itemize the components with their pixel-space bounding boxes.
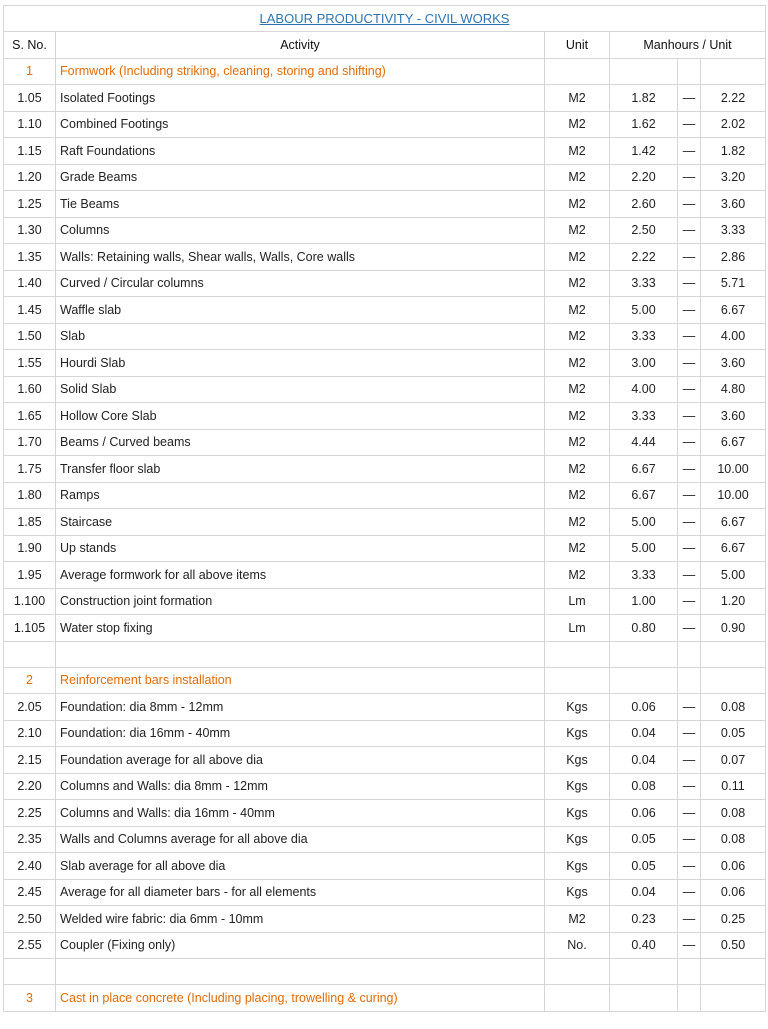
range-dash: — <box>678 111 701 138</box>
activity-cell: Welded wire fabric: dia 6mm - 10mm <box>56 906 545 933</box>
range-dash: — <box>678 588 701 615</box>
activity-cell: Foundation: dia 8mm - 12mm <box>56 694 545 721</box>
section-number: 2 <box>4 667 56 694</box>
unit-cell: M2 <box>545 350 610 377</box>
table-row <box>4 111 766 138</box>
serial-number: 1.15 <box>4 138 56 165</box>
manhours-max: 0.08 <box>701 694 766 721</box>
manhours-max: 3.33 <box>701 217 766 244</box>
table-row <box>4 906 766 933</box>
activity-cell: Average formwork for all above items <box>56 562 545 589</box>
serial-number: 2.10 <box>4 720 56 747</box>
unit-cell: M2 <box>545 906 610 933</box>
table-row <box>4 720 766 747</box>
unit-cell: M2 <box>545 403 610 430</box>
manhours-max: 2.86 <box>701 244 766 271</box>
range-dash: — <box>678 482 701 509</box>
section-number: 1 <box>4 58 56 85</box>
table-row <box>4 773 766 800</box>
unit-cell: M2 <box>545 85 610 112</box>
unit-cell: M2 <box>545 191 610 218</box>
unit-cell: M2 <box>545 138 610 165</box>
activity-cell: Columns and Walls: dia 16mm - 40mm <box>56 800 545 827</box>
manhours-min: 2.22 <box>610 244 678 271</box>
manhours-max: 6.67 <box>701 429 766 456</box>
serial-number: 2.20 <box>4 773 56 800</box>
table-row <box>4 85 766 112</box>
activity-cell: Slab average for all above dia <box>56 853 545 880</box>
min-cell <box>610 58 678 85</box>
section-title: Cast in place concrete (Including placing, trowelling & curing) <box>56 985 545 1012</box>
manhours-max: 4.80 <box>701 376 766 403</box>
manhours-max: 1.20 <box>701 588 766 615</box>
blank-cell <box>4 959 56 985</box>
activity-cell: Transfer floor slab <box>56 456 545 483</box>
range-dash: — <box>678 164 701 191</box>
activity-cell: Ramps <box>56 482 545 509</box>
serial-number: 2.55 <box>4 932 56 959</box>
serial-number: 1.20 <box>4 164 56 191</box>
table-row <box>4 747 766 774</box>
serial-number: 1.75 <box>4 456 56 483</box>
unit-cell <box>545 667 610 694</box>
manhours-min: 0.04 <box>610 747 678 774</box>
table-row <box>4 217 766 244</box>
table-row <box>4 853 766 880</box>
max-cell <box>701 985 766 1012</box>
unit-cell: Kgs <box>545 720 610 747</box>
activity-cell: Hollow Core Slab <box>56 403 545 430</box>
min-cell <box>610 985 678 1012</box>
manhours-max: 5.71 <box>701 270 766 297</box>
unit-cell: M2 <box>545 270 610 297</box>
range-dash: — <box>678 456 701 483</box>
unit-cell: M2 <box>545 217 610 244</box>
manhours-max: 0.07 <box>701 747 766 774</box>
blank-cell <box>545 641 610 667</box>
serial-number: 2.40 <box>4 853 56 880</box>
unit-cell: M2 <box>545 111 610 138</box>
manhours-min: 0.08 <box>610 773 678 800</box>
range-dash: — <box>678 403 701 430</box>
activity-cell: Staircase <box>56 509 545 536</box>
unit-cell: Kgs <box>545 879 610 906</box>
manhours-min: 6.67 <box>610 456 678 483</box>
unit-cell: Kgs <box>545 747 610 774</box>
manhours-min: 0.05 <box>610 826 678 853</box>
blank-cell <box>56 641 545 667</box>
header-manhours: Manhours / Unit <box>610 32 766 59</box>
blank-cell <box>610 641 678 667</box>
manhours-max: 0.50 <box>701 932 766 959</box>
unit-cell: Kgs <box>545 826 610 853</box>
serial-number: 1.45 <box>4 297 56 324</box>
table-row <box>4 482 766 509</box>
title-row <box>4 6 766 32</box>
table-row <box>4 323 766 350</box>
activity-cell: Walls: Retaining walls, Shear walls, Walls, Core walls <box>56 244 545 271</box>
blank-cell <box>610 959 678 985</box>
table-row <box>4 191 766 218</box>
range-dash: — <box>678 773 701 800</box>
table-row <box>4 297 766 324</box>
blank-cell <box>545 959 610 985</box>
manhours-max: 2.22 <box>701 85 766 112</box>
header-row <box>4 32 766 59</box>
unit-cell <box>545 58 610 85</box>
table-row <box>4 164 766 191</box>
manhours-min: 0.06 <box>610 800 678 827</box>
manhours-min: 5.00 <box>610 535 678 562</box>
range-dash: — <box>678 323 701 350</box>
unit-cell: Kgs <box>545 853 610 880</box>
activity-cell: Water stop fixing <box>56 615 545 642</box>
section-title: Reinforcement bars installation <box>56 667 545 694</box>
range-dash: — <box>678 217 701 244</box>
manhours-min: 0.05 <box>610 853 678 880</box>
manhours-min: 3.33 <box>610 403 678 430</box>
table-row <box>4 244 766 271</box>
serial-number: 1.05 <box>4 85 56 112</box>
table-row <box>4 694 766 721</box>
activity-cell: Walls and Columns average for all above dia <box>56 826 545 853</box>
manhours-max: 2.02 <box>701 111 766 138</box>
range-dash: — <box>678 138 701 165</box>
manhours-max: 3.60 <box>701 191 766 218</box>
unit-cell: M2 <box>545 376 610 403</box>
unit-cell: M2 <box>545 456 610 483</box>
unit-cell: Kgs <box>545 694 610 721</box>
unit-cell: M2 <box>545 562 610 589</box>
activity-cell: Columns <box>56 217 545 244</box>
unit-cell <box>545 985 610 1012</box>
table-row <box>4 562 766 589</box>
table-row <box>4 403 766 430</box>
manhours-min: 1.82 <box>610 85 678 112</box>
activity-cell: Hourdi Slab <box>56 350 545 377</box>
manhours-max: 0.08 <box>701 826 766 853</box>
manhours-max: 0.90 <box>701 615 766 642</box>
serial-number: 1.35 <box>4 244 56 271</box>
unit-cell: M2 <box>545 164 610 191</box>
unit-cell: M2 <box>545 509 610 536</box>
manhours-min: 6.67 <box>610 482 678 509</box>
blank-cell <box>56 959 545 985</box>
activity-cell: Construction joint formation <box>56 588 545 615</box>
manhours-min: 5.00 <box>610 297 678 324</box>
activity-cell: Beams / Curved beams <box>56 429 545 456</box>
manhours-max: 6.67 <box>701 509 766 536</box>
manhours-max: 0.08 <box>701 800 766 827</box>
manhours-max: 10.00 <box>701 482 766 509</box>
manhours-min: 0.06 <box>610 694 678 721</box>
manhours-min: 1.00 <box>610 588 678 615</box>
manhours-min: 0.04 <box>610 720 678 747</box>
manhours-max: 5.00 <box>701 562 766 589</box>
activity-cell: Slab <box>56 323 545 350</box>
blank-row <box>4 959 766 985</box>
manhours-min: 2.20 <box>610 164 678 191</box>
max-cell <box>701 58 766 85</box>
manhours-max: 0.05 <box>701 720 766 747</box>
activity-cell: Waffle slab <box>56 297 545 324</box>
unit-cell: Lm <box>545 615 610 642</box>
range-dash: — <box>678 297 701 324</box>
serial-number: 1.90 <box>4 535 56 562</box>
range-dash: — <box>678 720 701 747</box>
manhours-min: 2.60 <box>610 191 678 218</box>
min-cell <box>610 667 678 694</box>
header-unit: Unit <box>545 32 610 59</box>
manhours-min: 3.00 <box>610 350 678 377</box>
unit-cell: Kgs <box>545 773 610 800</box>
unit-cell: M2 <box>545 535 610 562</box>
activity-cell: Raft Foundations <box>56 138 545 165</box>
activity-cell: Up stands <box>56 535 545 562</box>
range-dash: — <box>678 906 701 933</box>
serial-number: 1.70 <box>4 429 56 456</box>
range-dash: — <box>678 879 701 906</box>
activity-cell: Grade Beams <box>56 164 545 191</box>
serial-number: 1.10 <box>4 111 56 138</box>
serial-number: 1.50 <box>4 323 56 350</box>
table-row <box>4 456 766 483</box>
dash-cell <box>678 58 701 85</box>
activity-cell: Tie Beams <box>56 191 545 218</box>
activity-cell: Foundation average for all above dia <box>56 747 545 774</box>
unit-cell: M2 <box>545 482 610 509</box>
blank-cell <box>701 641 766 667</box>
table-row <box>4 615 766 642</box>
dash-cell <box>678 667 701 694</box>
serial-number: 1.85 <box>4 509 56 536</box>
range-dash: — <box>678 376 701 403</box>
range-dash: — <box>678 429 701 456</box>
table-row <box>4 376 766 403</box>
range-dash: — <box>678 747 701 774</box>
unit-cell: M2 <box>545 244 610 271</box>
table-row <box>4 588 766 615</box>
manhours-max: 0.06 <box>701 879 766 906</box>
activity-cell: Solid Slab <box>56 376 545 403</box>
serial-number: 1.65 <box>4 403 56 430</box>
blank-cell <box>678 959 701 985</box>
unit-cell: No. <box>545 932 610 959</box>
table-row <box>4 509 766 536</box>
table-row <box>4 350 766 377</box>
header-sno: S. No. <box>4 32 56 59</box>
table-row <box>4 932 766 959</box>
activity-cell: Curved / Circular columns <box>56 270 545 297</box>
range-dash: — <box>678 562 701 589</box>
section-row <box>4 58 766 85</box>
range-dash: — <box>678 191 701 218</box>
manhours-min: 0.04 <box>610 879 678 906</box>
serial-number: 1.55 <box>4 350 56 377</box>
manhours-min: 0.40 <box>610 932 678 959</box>
serial-number: 1.40 <box>4 270 56 297</box>
manhours-min: 4.44 <box>610 429 678 456</box>
table-row <box>4 879 766 906</box>
manhours-max: 6.67 <box>701 535 766 562</box>
manhours-max: 0.06 <box>701 853 766 880</box>
manhours-max: 0.11 <box>701 773 766 800</box>
serial-number: 1.100 <box>4 588 56 615</box>
table-row <box>4 535 766 562</box>
manhours-min: 2.50 <box>610 217 678 244</box>
manhours-max: 3.20 <box>701 164 766 191</box>
serial-number: 1.105 <box>4 615 56 642</box>
serial-number: 2.50 <box>4 906 56 933</box>
dash-cell <box>678 985 701 1012</box>
table-row <box>4 429 766 456</box>
section-row <box>4 985 766 1012</box>
table-row <box>4 800 766 827</box>
activity-cell: Columns and Walls: dia 8mm - 12mm <box>56 773 545 800</box>
table-row <box>4 826 766 853</box>
section-row <box>4 667 766 694</box>
range-dash: — <box>678 244 701 271</box>
manhours-max: 3.60 <box>701 350 766 377</box>
serial-number: 1.30 <box>4 217 56 244</box>
manhours-min: 5.00 <box>610 509 678 536</box>
manhours-min: 4.00 <box>610 376 678 403</box>
range-dash: — <box>678 270 701 297</box>
range-dash: — <box>678 615 701 642</box>
manhours-max: 6.67 <box>701 297 766 324</box>
unit-cell: Lm <box>545 588 610 615</box>
unit-cell: M2 <box>545 429 610 456</box>
activity-cell: Isolated Footings <box>56 85 545 112</box>
activity-cell: Foundation: dia 16mm - 40mm <box>56 720 545 747</box>
blank-cell <box>701 959 766 985</box>
manhours-max: 10.00 <box>701 456 766 483</box>
range-dash: — <box>678 535 701 562</box>
activity-cell: Coupler (Fixing only) <box>56 932 545 959</box>
productivity-table <box>3 5 766 1012</box>
range-dash: — <box>678 509 701 536</box>
manhours-max: 0.25 <box>701 906 766 933</box>
manhours-min: 3.33 <box>610 270 678 297</box>
manhours-min: 3.33 <box>610 323 678 350</box>
section-title: Formwork (Including striking, cleaning, storing and shifting) <box>56 58 545 85</box>
max-cell <box>701 667 766 694</box>
blank-cell <box>4 641 56 667</box>
serial-number: 1.25 <box>4 191 56 218</box>
serial-number: 2.15 <box>4 747 56 774</box>
range-dash: — <box>678 85 701 112</box>
serial-number: 1.80 <box>4 482 56 509</box>
serial-number: 1.60 <box>4 376 56 403</box>
range-dash: — <box>678 853 701 880</box>
manhours-min: 0.80 <box>610 615 678 642</box>
manhours-max: 1.82 <box>701 138 766 165</box>
serial-number: 2.25 <box>4 800 56 827</box>
serial-number: 1.95 <box>4 562 56 589</box>
manhours-min: 1.42 <box>610 138 678 165</box>
manhours-max: 3.60 <box>701 403 766 430</box>
blank-row <box>4 641 766 667</box>
header-activity: Activity <box>56 32 545 59</box>
manhours-min: 1.62 <box>610 111 678 138</box>
range-dash: — <box>678 826 701 853</box>
manhours-max: 4.00 <box>701 323 766 350</box>
unit-cell: M2 <box>545 323 610 350</box>
table-row <box>4 138 766 165</box>
activity-cell: Average for all diameter bars - for all elements <box>56 879 545 906</box>
serial-number: 2.35 <box>4 826 56 853</box>
table-row <box>4 270 766 297</box>
blank-cell <box>678 641 701 667</box>
range-dash: — <box>678 932 701 959</box>
range-dash: — <box>678 694 701 721</box>
table-title: LABOUR PRODUCTIVITY - CIVIL WORKS <box>259 11 510 26</box>
manhours-min: 0.23 <box>610 906 678 933</box>
serial-number: 2.45 <box>4 879 56 906</box>
table-title-cell <box>4 6 766 32</box>
range-dash: — <box>678 800 701 827</box>
document-page <box>3 5 765 1012</box>
manhours-min: 3.33 <box>610 562 678 589</box>
section-number: 3 <box>4 985 56 1012</box>
unit-cell: M2 <box>545 297 610 324</box>
unit-cell: Kgs <box>545 800 610 827</box>
serial-number: 2.05 <box>4 694 56 721</box>
activity-cell: Combined Footings <box>56 111 545 138</box>
range-dash: — <box>678 350 701 377</box>
